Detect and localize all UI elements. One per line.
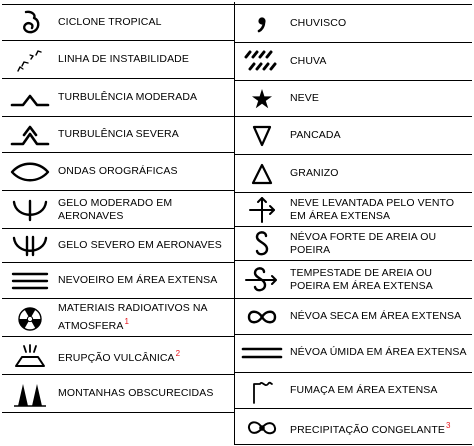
legend-row xyxy=(2,374,234,412)
footnote-marker: 2 xyxy=(175,348,181,358)
severe-turbulence-icon xyxy=(2,117,58,152)
right-bottom-border xyxy=(234,444,472,445)
legend-label xyxy=(290,346,471,359)
legend-label xyxy=(290,384,441,397)
legend-label xyxy=(290,129,345,142)
legend-label-text: ERUPÇÃO VULCÂNICA xyxy=(58,351,175,364)
legend-label xyxy=(290,17,350,30)
rain-icon xyxy=(234,43,290,80)
legend-label xyxy=(58,16,166,29)
legend-label-text: NEVE LEVANTADA PELO VENTO EM ÁREA EXTENSA xyxy=(290,196,455,222)
legend-label-text: NEVOEIRO EM ÁREA EXTENSA xyxy=(58,274,218,286)
legend-label-text: MATERIAIS RADIOATIVOS NA ATMOSFERA xyxy=(58,302,208,332)
legend-row xyxy=(2,4,234,40)
legend-label xyxy=(290,55,330,68)
legend-row xyxy=(2,336,234,374)
drizzle-icon xyxy=(234,5,290,42)
legend-row xyxy=(234,192,472,226)
severe-icing-icon xyxy=(2,229,58,262)
legend-label-text: PRECIPITAÇÃO CONGELANTE xyxy=(290,423,445,436)
legend-label-text: FUMAÇA EM ÁREA EXTENSA xyxy=(290,384,438,396)
legend-row xyxy=(234,116,472,154)
squall-line-icon xyxy=(2,41,58,78)
legend-label xyxy=(58,347,184,365)
legend-label xyxy=(58,239,226,252)
legend-label-text: ONDAS OROGRÁFICAS xyxy=(58,165,178,177)
legend-row xyxy=(234,154,472,192)
legend-label-text: MONTANHAS OBSCURECIDAS xyxy=(58,387,214,399)
footnote-marker: 1 xyxy=(124,317,130,326)
legend-label-text: TEMPESTADE DE AREIA OU POEIRA EM ÁREA EXTENSA xyxy=(290,266,433,292)
legend-label-text: GELO MODERADO EM AERONAVES xyxy=(58,196,173,222)
legend-row xyxy=(2,298,234,336)
legend-label-text: TURBULÊNCIA SEVERA xyxy=(58,128,179,140)
legend-row xyxy=(234,408,472,446)
mountain-waves-icon xyxy=(2,153,58,190)
legend-label-text: PANCADA xyxy=(290,129,341,141)
legend-label xyxy=(58,274,221,287)
legend-row xyxy=(2,262,234,298)
shower-icon xyxy=(234,117,290,154)
mountain-obscuration-icon xyxy=(2,375,58,412)
legend-row xyxy=(234,334,472,370)
footnote-marker: 3 xyxy=(445,420,451,430)
legend-label-text: CHUVISCO xyxy=(290,17,347,29)
legend-label-text: NÉVOA FORTE DE AREIA OU POEIRA xyxy=(290,230,437,256)
legend-label xyxy=(290,310,465,323)
widespread-fog-icon xyxy=(2,263,58,298)
legend-label xyxy=(58,53,193,66)
left-bottom-border xyxy=(2,412,234,413)
legend-label xyxy=(290,167,343,180)
legend-label-text: NÉVOA SECA EM ÁREA EXTENSA xyxy=(290,310,462,322)
legend-row xyxy=(234,80,472,116)
legend-row xyxy=(234,226,472,260)
legend-row xyxy=(2,40,234,78)
legend-row xyxy=(234,298,472,334)
legend-row xyxy=(2,116,234,152)
freezing-precipitation-icon xyxy=(234,409,290,446)
legend-row xyxy=(2,228,234,262)
legend-label-text: GRANIZO xyxy=(290,167,339,179)
legend-label-text: NEVE xyxy=(290,92,319,104)
tropical-cyclone-icon xyxy=(2,5,58,40)
legend-row xyxy=(2,78,234,116)
legend-row xyxy=(234,260,472,298)
legend-label xyxy=(290,92,323,105)
legend-row xyxy=(2,152,234,190)
volcanic-eruption-icon xyxy=(2,337,58,374)
legend-row xyxy=(234,42,472,80)
legend-label xyxy=(58,197,234,223)
radioactive-icon xyxy=(2,299,58,336)
legend-row xyxy=(234,372,472,408)
moderate-icing-icon xyxy=(2,191,58,228)
legend-label xyxy=(58,91,201,104)
legend-label-text: GELO SEVERO EM AERONAVES xyxy=(58,239,222,251)
legend-label-text: NÉVOA ÚMIDA EM ÁREA EXTENSA xyxy=(290,346,467,358)
smoke-icon xyxy=(234,373,290,408)
snow-icon xyxy=(234,81,290,116)
mist-icon xyxy=(234,335,290,370)
legend-label-text: CHUVA xyxy=(290,55,327,67)
sandstorm-icon xyxy=(234,261,290,298)
legend-label xyxy=(290,419,455,437)
legend-label-text: LINHA DE INSTABILIDADE xyxy=(58,53,189,65)
legend-label-text: TURBULÊNCIA MODERADA xyxy=(58,91,198,103)
legend-label xyxy=(58,165,182,178)
legend-row xyxy=(2,190,234,228)
legend-label xyxy=(58,302,234,333)
legend-label xyxy=(290,267,472,293)
moderate-turbulence-icon xyxy=(2,79,58,116)
legend-label xyxy=(290,231,472,257)
dust-storm-icon xyxy=(234,227,290,260)
legend-label xyxy=(58,128,183,141)
hail-icon xyxy=(234,155,290,192)
legend-label xyxy=(290,197,472,223)
haze-icon xyxy=(234,299,290,334)
blowing-snow-icon xyxy=(234,193,290,226)
legend-label-text: CICLONE TROPICAL xyxy=(58,16,162,28)
legend-row xyxy=(234,4,472,42)
legend-label xyxy=(58,387,217,400)
